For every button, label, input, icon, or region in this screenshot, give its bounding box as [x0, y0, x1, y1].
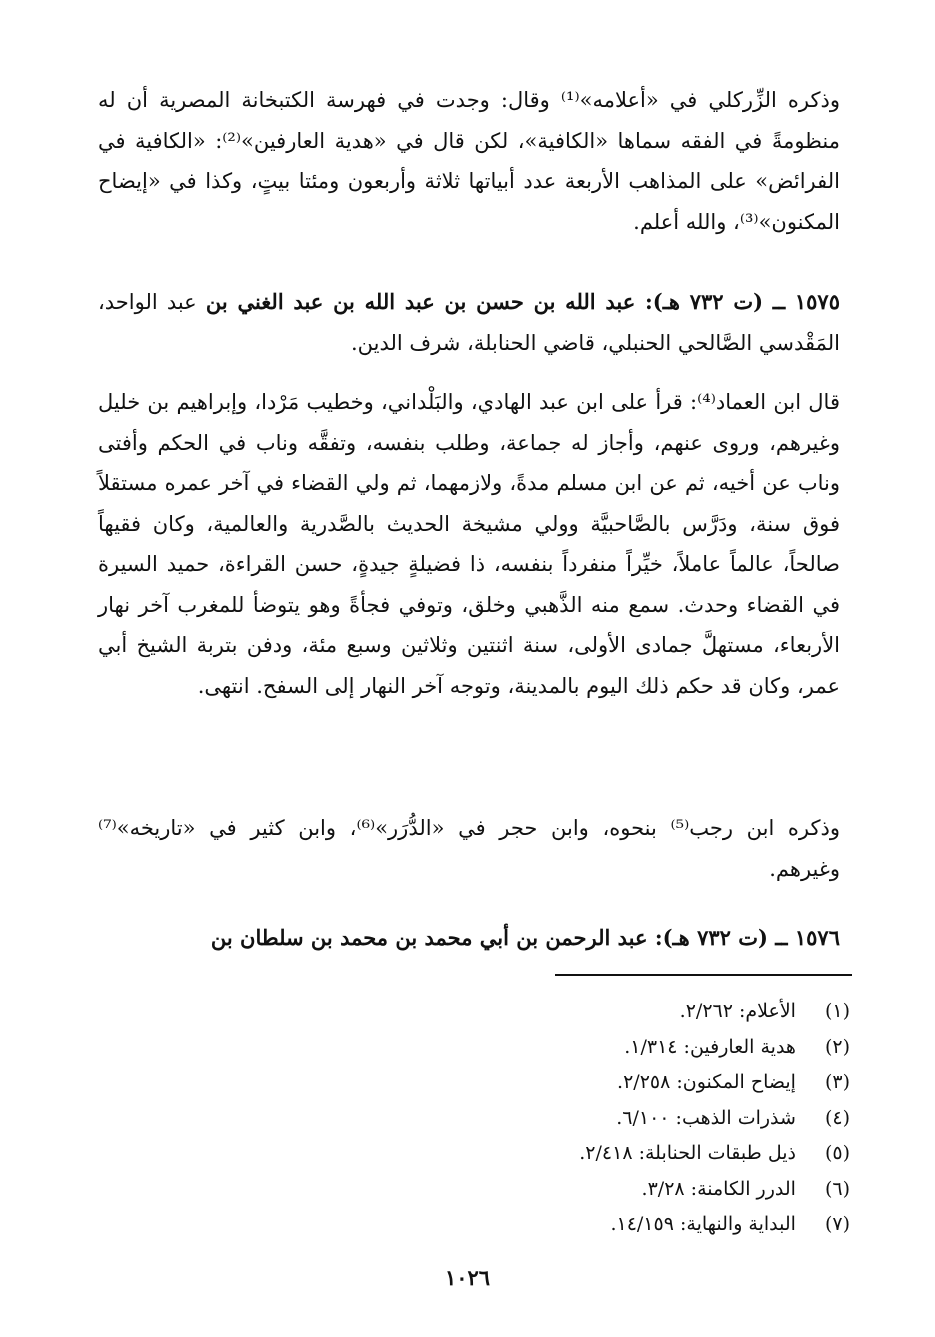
- footnote-item: [430, 1065, 850, 1101]
- page-number: ١٠٢٦: [444, 1265, 491, 1290]
- footnote-item: [430, 994, 850, 1030]
- paragraph-text: وذكره الزِّركلي في «أعلامه»⁽¹⁾ وقال: وجدت في فهرسة الكتبخانة المصرية أن له منظومةً في الفقه سماها «الكافية»، لكن قال في «هدية العارفين»⁽²⁾: «الكافية في الفرائض» على المذاهب الأربعة عدد أبياتها ثلاثة وأربعون ومئتا بيتٍ، وكذا في «إيضاح المكنون»⁽³⁾، والله أعلم.: [98, 88, 840, 234]
- footnote-item: [430, 1030, 850, 1066]
- footnote-number: (٥): [824, 1142, 850, 1164]
- footnote-item: [430, 1136, 850, 1172]
- footnote-number: (٣): [824, 1071, 850, 1093]
- footnote-number: (٧): [824, 1213, 850, 1235]
- footnote-item: [430, 1101, 850, 1137]
- footnote-text: البداية والنهاية: ١٤/١٥٩.: [610, 1213, 796, 1235]
- paragraph-references: [98, 808, 840, 889]
- footnote-number: (٤): [824, 1106, 850, 1129]
- entry-heading: ١٥٧٥ ــ (ت ٧٣٢ هـ): عبد الله بن حسن بن عبد الله بن عبد الغني بن: [205, 289, 840, 314]
- paragraph-text: قال ابن العماد⁽⁴⁾: قرأ على ابن عبد الهادي، والبَلْداني، وخطيب مَرْدا، وإبراهيم بن خليل وغيرهم، وروى عنهم، وأجاز له جماعة، وطلب بنفسه، وتفقَّه وناب في الحكم وأفتى وناب عن أخيه، ثم عن ابن مسلم مدةً، ولازمهما، ثم ولي القضاء في آخر عمره مستقلاً فوق سنة، ودَرَّس بالصَّاحبيَّة وولي مشيخة الحديث بالصَّدرية والعالمية، وكان فقيهاً صالحاً، عالماً عاملاً، خيِّراً منفرداً بنفسه، ذا فضيلةٍ جيدةٍ، حسن القراءة، حميد السيرة في القضاء وحدث. سمع منه الذَّهبي وخلق، وتوفي فجأةً وهو يتوضأ للمغرب آخر نهار الأربعاء، مستهلَّ جمادى الأولى، سنة اثنتين وثلاثين وسبع مئة، ودفن بتربة الشيخ أبي عمر، وكان قد حكم ذلك اليوم بالمدينة، وتوجه آخر النهار إلى السفح. انتهى.: [98, 390, 840, 698]
- paragraph-zirikli: [98, 80, 840, 242]
- footnote-text: هدية العارفين: ١/٣١٤.: [624, 1035, 796, 1058]
- footnote-text: شذرات الذهب: ٦/١٠٠.: [616, 1106, 796, 1129]
- entry-heading: ١٥٧٦ ــ (ت ٧٣٢ هـ): عبد الرحمن بن أبي محمد بن محمد بن سلطان بن: [210, 925, 840, 950]
- paragraph-text: وذكره ابن رجب⁽⁵⁾ بنحوه، وابن حجر في «الدُّرَر»⁽⁶⁾، وابن كثير في «تاريخه»⁽⁷⁾ وغيرهم.: [98, 816, 840, 881]
- footnote-text: ذيل طبقات الحنابلة: ٢/٤١٨.: [579, 1142, 796, 1164]
- entry-1576: [98, 918, 840, 959]
- entry-continuation: عبد الواحد، المَقْدسي الصَّالحي الحنبلي، قاضي الحنابلة، شرف الدين.: [98, 290, 840, 355]
- footnote-separator: [555, 974, 852, 976]
- footnote-item: [430, 1172, 850, 1208]
- paragraph-ibn-al-imad: [98, 382, 840, 706]
- footnotes-list: [430, 994, 850, 1243]
- entry-1575: [98, 282, 840, 363]
- footnote-number: (٦): [824, 1177, 850, 1200]
- footnote-text: الدرر الكامنة: ٣/٢٨.: [641, 1177, 796, 1200]
- footnote-item: [430, 1207, 850, 1243]
- footnote-text: الأعلام: ٢/٢٦٢.: [679, 1000, 796, 1022]
- footnote-text: إيضاح المكنون: ٢/٢٥٨.: [617, 1071, 796, 1093]
- footnote-number: (١): [824, 1000, 850, 1022]
- footnote-number: (٢): [824, 1035, 850, 1058]
